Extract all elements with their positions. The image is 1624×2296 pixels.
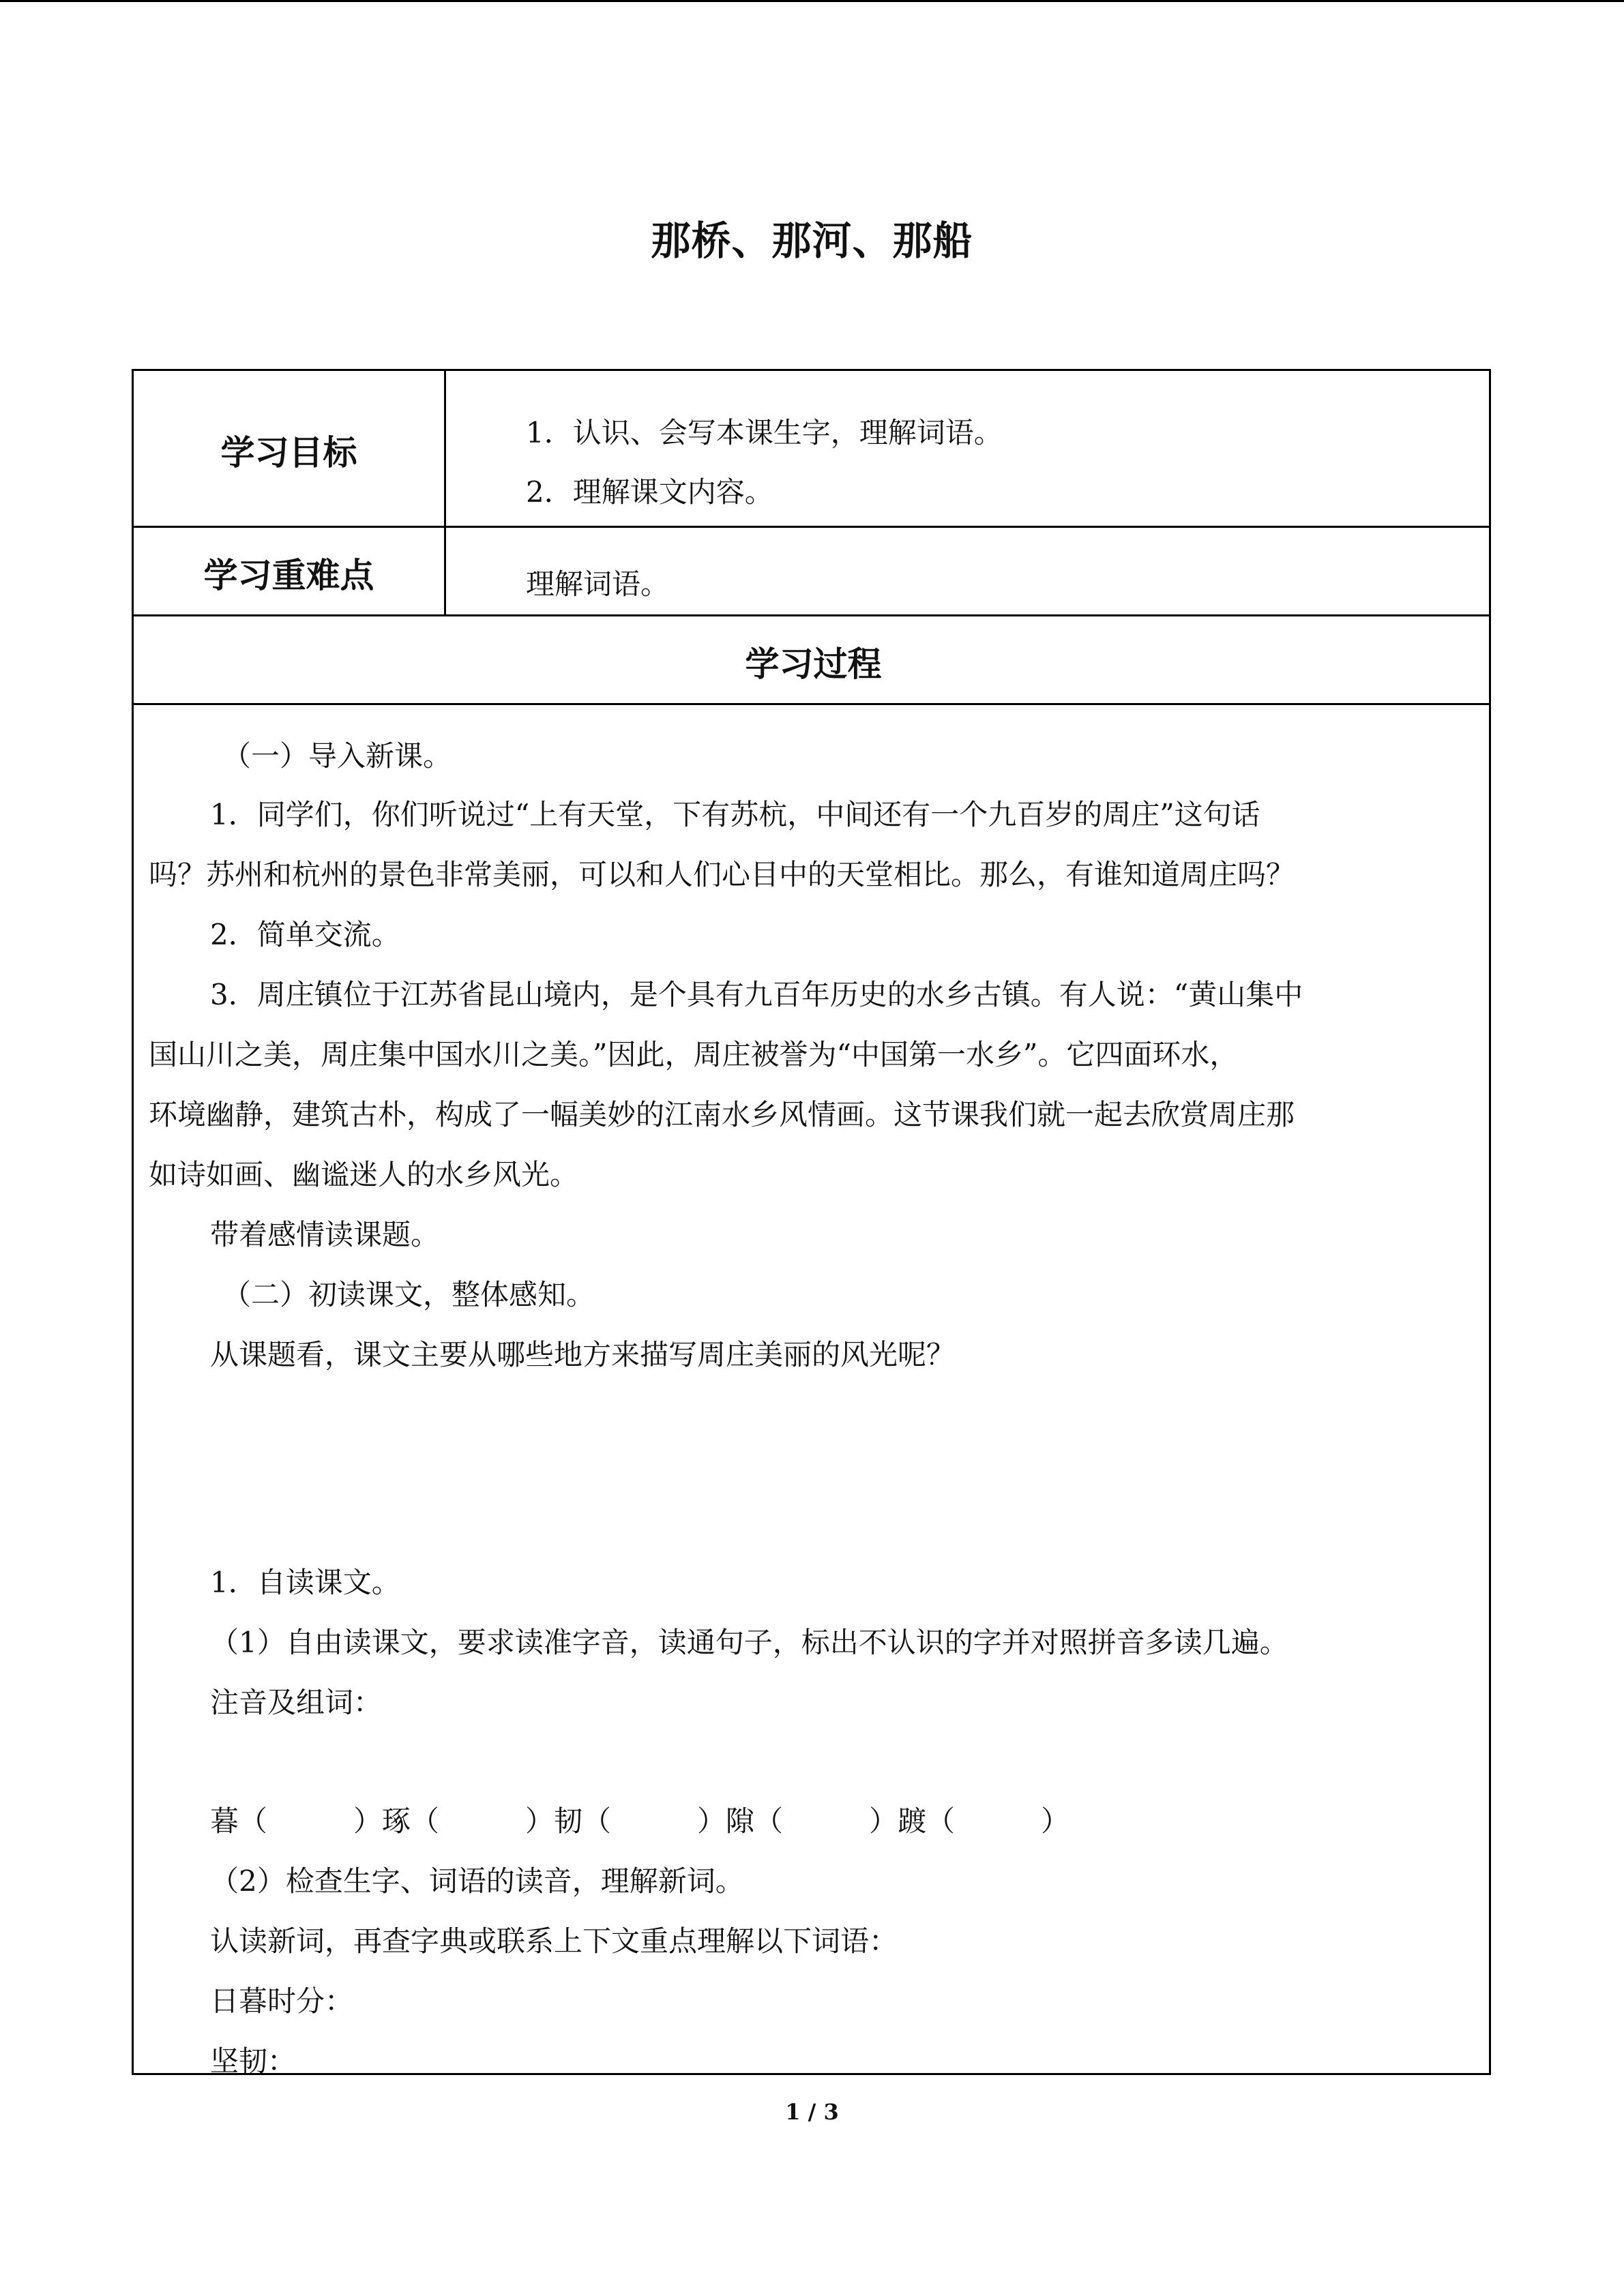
row-divider bbox=[134, 614, 1489, 616]
process-line: （2）检查生字、词语的读音，理解新词。 bbox=[210, 1864, 744, 1898]
process-line: 吗？苏州和杭州的景色非常美丽，可以和人们心目中的天堂相比。那么，有谁知道周庄吗？ bbox=[149, 858, 1295, 891]
page-top-border bbox=[0, 0, 1624, 2]
page-number: 1 / 3 bbox=[785, 2099, 839, 2125]
goals-label: 学习目标 bbox=[220, 433, 357, 473]
process-line: 2．简单交流。 bbox=[210, 918, 400, 951]
process-line: 日暮时分： bbox=[210, 1984, 354, 2018]
process-line: （一）导入新课。 bbox=[222, 739, 452, 773]
process-line: 3．周庄镇位于江苏省昆山境内，是个具有九百年历史的水乡古镇。有人说：“黄山集中 bbox=[210, 978, 1303, 1011]
goal-item: 1．认识、会写本课生字，理解词语。 bbox=[526, 416, 1003, 449]
process-line: 国山川之美，周庄集中国水川之美。”因此，周庄被誉为“中国第一水乡”。它四面环水， bbox=[149, 1038, 1239, 1071]
column-divider bbox=[444, 371, 446, 616]
process-line: 带着感情读课题。 bbox=[210, 1218, 440, 1251]
process-label: 学习过程 bbox=[745, 644, 882, 684]
key-points-text: 理解词语。 bbox=[526, 567, 670, 601]
page-title: 那桥、那河、那船 bbox=[651, 218, 973, 264]
process-line: （1）自由读课文，要求读准字音，读通句子，标出不认识的字并对照拼音多读几遍。 bbox=[210, 1626, 1288, 1659]
goal-item: 2．理解课文内容。 bbox=[526, 475, 773, 509]
process-line: 1．同学们，你们听说过“上有天堂，下有苏杭，中间还有一个九百岁的周庄”这句话 bbox=[210, 798, 1260, 831]
process-line: （二）初读课文，整体感知。 bbox=[222, 1278, 595, 1311]
lesson-table bbox=[132, 369, 1491, 2078]
key-points-label: 学习重难点 bbox=[203, 556, 374, 595]
process-line: 坚韧： bbox=[210, 2044, 297, 2078]
process-line: 认读新词，再查字典或联系上下文重点理解以下词语： bbox=[210, 1924, 898, 1958]
process-line: 从课题看，课文主要从哪些地方来描写周庄美丽的风光呢？ bbox=[210, 1338, 956, 1371]
process-line: 如诗如画、幽谧迷人的水乡风光。 bbox=[149, 1158, 579, 1191]
process-line: 1．自读课文。 bbox=[210, 1566, 400, 1599]
process-line: 暮（ ）琢（ ）韧（ ）隙（ ）踱（ ） bbox=[210, 1804, 1070, 1838]
row-divider bbox=[134, 703, 1489, 705]
process-line: 环境幽静，建筑古朴，构成了一幅美妙的江南水乡风情画。这节课我们就一起去欣赏周庄那 bbox=[149, 1098, 1295, 1131]
row-divider bbox=[134, 526, 1489, 528]
process-line: 注音及组词： bbox=[210, 1686, 383, 1719]
